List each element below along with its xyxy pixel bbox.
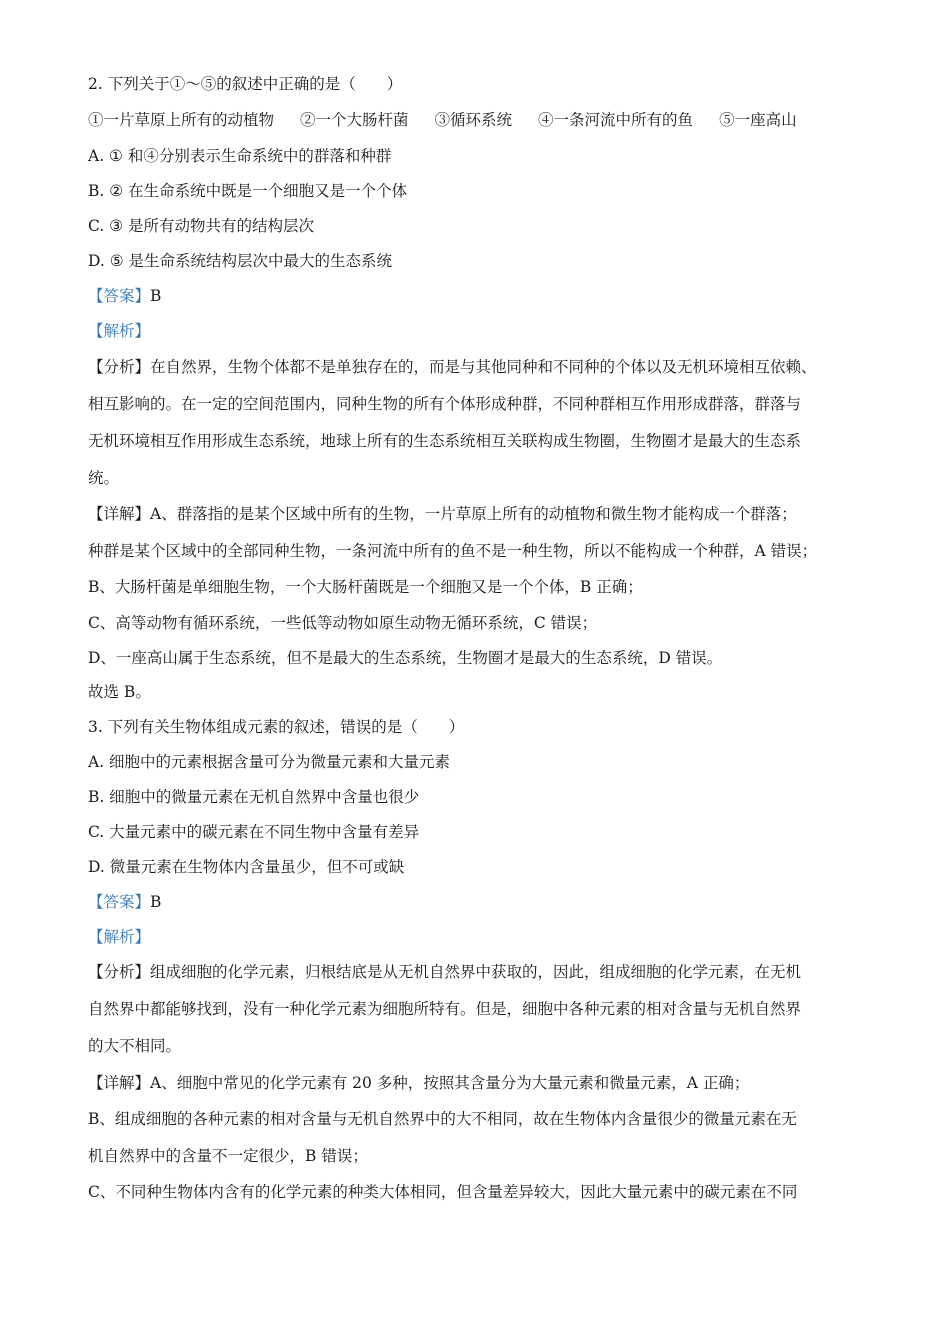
xiangjie-label: 【详解】 <box>88 1074 151 1092</box>
q2-fenxi-line: 无机环境相互作用形成生态系统，地球上所有的生态系统相互关联构成生物圈，生物圈才是最大的生态系 <box>88 432 802 450</box>
q2-xiangjie-line: B、大肠杆菌是单细胞生物，一个大肠杆菌既是一个细胞又是一个个体，B 正确； <box>88 578 643 596</box>
fenxi-label: 【分析】 <box>88 963 151 981</box>
q3-answer <box>88 890 161 914</box>
q2-option-d: D. ⑤ 是生命系统结构层次中最大的生态系统 <box>88 252 393 270</box>
q3-jiexi-heading: 【解析】 <box>88 928 151 946</box>
answer-value: B <box>150 893 162 911</box>
q2-fenxi-line: 统。 <box>88 469 120 487</box>
fenxi-label: 【分析】 <box>88 358 151 376</box>
q3-option-a: A. 细胞中的元素根据含量可分为微量元素和大量元素 <box>88 753 451 771</box>
q2-xiangjie-line: C、高等动物有循环系统，一些低等动物如原生动物无循环系统，C 错误； <box>88 614 598 632</box>
q2-xiangjie-line: 种群是某个区域中的全部同种生物，一条河流中所有的鱼不是一种生物，所以不能构成一个种群，A 错误； <box>88 542 818 560</box>
q3-option-b: B. 细胞中的微量元素在无机自然界中含量也很少 <box>88 788 420 806</box>
q2-item: ③循环系统 <box>434 111 513 129</box>
q2-xiangjie-line <box>88 502 797 526</box>
q2-option-b: B. ② 在生命系统中既是一个细胞又是一个个体 <box>88 182 408 200</box>
q3-option-c: C. 大量元素中的碳元素在不同生物中含量有差异 <box>88 823 420 841</box>
q2-item: ②一个大肠杆菌 <box>300 111 409 129</box>
q2-conclusion: 故选 B。 <box>88 683 151 701</box>
q2-jiexi-heading: 【解析】 <box>88 322 151 340</box>
q3-xiangjie-line: 机自然界中的含量不一定很少，B 错误； <box>88 1147 368 1165</box>
fenxi-text: 在自然界，生物个体都不是单独存在的，而是与其他同种和不同种的个体以及无机环境相互依赖、 <box>150 358 817 376</box>
q3-xiangjie-line: C、不同种生物体内含有的化学元素的种类大体相同，但含量差异较大，因此大量元素中的碳元素在不同 <box>88 1183 798 1201</box>
q3-fenxi-line: 的大不相同。 <box>88 1037 182 1055</box>
q2-option-c: C. ③ 是所有动物共有的结构层次 <box>88 217 314 235</box>
q2-item: ⑤一座高山 <box>719 111 797 129</box>
q2-fenxi-line <box>88 355 817 379</box>
q2-fenxi-line: 相互影响的。在一定的空间范围内，同种生物的所有个体形成种群，不同种群相互作用形成群落，群落与 <box>88 395 802 413</box>
q2-item-list <box>88 108 797 132</box>
q2-xiangjie-line: D、一座高山属于生态系统，但不是最大的生态系统，生物圈才是最大的生态系统，D 错误。 <box>88 649 723 667</box>
q3-xiangjie-line: B、组成细胞的各种元素的相对含量与无机自然界中的大不相同，故在生物体内含量很少的微量元素在无 <box>88 1110 797 1128</box>
q3-fenxi-line <box>88 960 801 984</box>
xiangjie-text: A、群落指的是某个区域中所有的生物，一片草原上所有的动植物和微生物才能构成一个群落； <box>150 505 797 523</box>
q3-stem: 3. 下列有关生物体组成元素的叙述，错误的是（ ） <box>88 718 465 736</box>
xiangjie-label: 【详解】 <box>88 505 151 523</box>
q2-item: ④一条河流中所有的鱼 <box>538 111 694 129</box>
q2-stem: 2. 下列关于①～⑤的叙述中正确的是（ ） <box>88 75 403 93</box>
q3-fenxi-line: 自然界中都能够找到，没有一种化学元素为细胞所特有。但是，细胞中各种元素的相对含量与无机自然界 <box>88 1000 802 1018</box>
q2-item: ①一片草原上所有的动植物 <box>88 111 275 129</box>
answer-value: B <box>150 287 162 305</box>
xiangjie-text: A、细胞中常见的化学元素有 20 多种，按照其含量分为大量元素和微量元素，A 正确； <box>150 1074 750 1092</box>
q2-answer <box>88 284 161 308</box>
q3-xiangjie-line <box>88 1071 749 1095</box>
q2-option-a: A. ① 和④分别表示生命系统中的群落和种群 <box>88 147 392 165</box>
q3-option-d: D. 微量元素在生物体内含量虽少，但不可或缺 <box>88 858 405 876</box>
answer-label: 【答案】 <box>88 287 151 305</box>
fenxi-text: 组成细胞的化学元素，归根结底是从无机自然界中获取的，因此，组成细胞的化学元素，在无机 <box>150 963 802 981</box>
answer-label: 【答案】 <box>88 893 151 911</box>
